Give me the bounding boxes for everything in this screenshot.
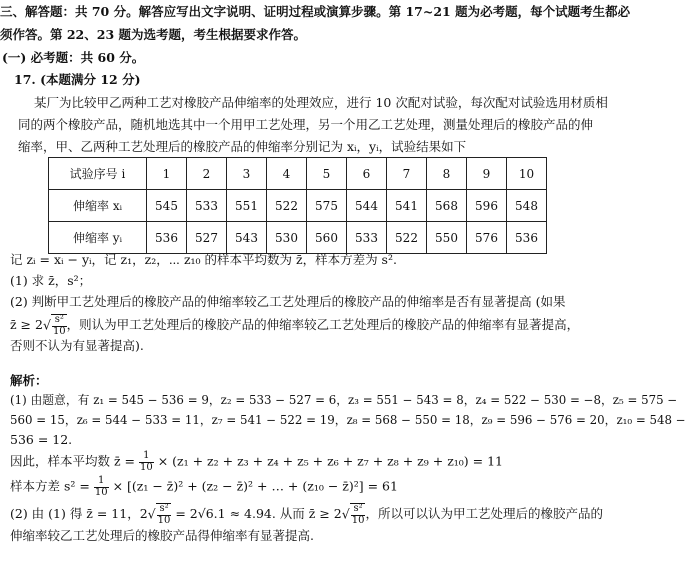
table-cell: 533 xyxy=(187,190,227,222)
sqrt-icon: √ xyxy=(147,506,156,522)
problem-intro-line1: 某厂为比较甲乙两种工艺对橡胶产品伸缩率的处理效应，进行 10 次配对试验，每次配对试验选用材质相 xyxy=(34,95,608,110)
table-cell: 527 xyxy=(187,222,227,254)
solution-line3: 536 = 12. xyxy=(10,432,73,447)
fraction xyxy=(94,476,109,498)
fraction-numerator: s² xyxy=(157,504,172,516)
fraction-numerator: s² xyxy=(52,315,67,327)
table-row xyxy=(49,190,547,222)
table-cell: 1 xyxy=(147,158,187,190)
table-cell: 543 xyxy=(227,222,267,254)
table-cell: 6 xyxy=(347,158,387,190)
table-header-cell: 伸缩率 xᵢ xyxy=(49,190,147,222)
sqrt-expression xyxy=(148,503,172,526)
table-header-cell: 试验序号 i xyxy=(49,158,147,190)
table-cell: 545 xyxy=(147,190,187,222)
table-cell: 530 xyxy=(267,222,307,254)
mean-prefix: 因此，样本平均数 z̄ = xyxy=(10,453,136,469)
problem-intro-line2: 同的两个橡胶产品，随机地选其中一个用甲工艺处理，另一个用乙工艺处理，测量处理后的橡胶产品的伸 xyxy=(18,117,594,132)
solution-part2-line1 xyxy=(10,503,603,526)
table-cell: 536 xyxy=(147,222,187,254)
fraction-denominator: 10 xyxy=(351,514,365,526)
table-cell: 8 xyxy=(427,158,467,190)
fraction xyxy=(139,451,154,473)
table-cell: 522 xyxy=(387,222,427,254)
table-header-cell: 伸缩率 yᵢ xyxy=(49,222,147,254)
sqrt-expression xyxy=(43,314,67,337)
table-cell: 548 xyxy=(507,190,547,222)
fraction xyxy=(157,504,172,526)
subsection-heading: (一) 必考题：共 60 分。 xyxy=(2,50,145,65)
fraction-denominator: 10 xyxy=(94,486,108,498)
table-cell: 551 xyxy=(227,190,267,222)
condition-prefix: z̄ ≥ 2 xyxy=(10,317,43,332)
question-1: (1) 求 z̄，s²； xyxy=(10,273,92,288)
problem-title: 17. (本题满分 12 分) xyxy=(14,72,141,87)
question-2-line1: (2) 判断甲工艺处理后的橡胶产品的伸缩率较乙工艺处理后的橡胶产品的伸缩率是否有显著提高 (如果 xyxy=(10,294,566,309)
sample-mean-line xyxy=(10,451,503,473)
section-heading-line1: 三、解答题：共 70 分。解答应写出文字说明、证明过程或演算步骤。第 17~21 题为必考题，每个试题考生都必 xyxy=(0,4,631,19)
results-table xyxy=(48,157,547,254)
table-cell: 522 xyxy=(267,190,307,222)
part2-rest: ，所以可以认为甲工艺处理后的橡胶产品的 xyxy=(365,506,603,521)
condition-rest: ，则认为甲工艺处理后的橡胶产品的伸缩率较乙工艺处理后的橡胶产品的伸缩率有显著提高， xyxy=(66,317,580,332)
definition-line: 记 zᵢ = xᵢ − yᵢ，记 z₁，z₂，⋯ z₁₀ 的样本平均数为 z̄，样本方差为 s². xyxy=(10,252,397,267)
fraction-denominator: 10 xyxy=(157,514,171,526)
fraction-denominator: 10 xyxy=(140,461,153,473)
part2-prefix: (2) 由 (1) 得 z̄ = 11，2 xyxy=(10,506,148,521)
table-cell: 550 xyxy=(427,222,467,254)
table-cell: 575 xyxy=(307,190,347,222)
fraction-numerator: 1 xyxy=(94,476,109,488)
sqrt-icon: √ xyxy=(42,317,51,333)
table-cell: 568 xyxy=(427,190,467,222)
table-cell: 2 xyxy=(187,158,227,190)
table-row xyxy=(49,222,547,254)
solution-line1: (1) 由题意，有 z₁ = 545 − 536 = 9，z₂ = 533 − 527 = 6，z₃ = 551 − 543 = 8，z₄ = 522 − 530 = −8，z₅ = 575 − xyxy=(10,393,678,407)
problem-intro-line3: 缩率，甲、乙两种工艺处理后的橡胶产品的伸缩率分别记为 xᵢ，yᵢ，试验结果如下 xyxy=(18,139,467,154)
table-cell: 5 xyxy=(307,158,347,190)
table-cell: 576 xyxy=(467,222,507,254)
variance-rest: × [(z₁ − z̄)² + (z₂ − z̄)² + … + (z₁₀ − z̄)²] = 61 xyxy=(112,478,398,494)
question-2-line3: 否则不认为有显著提高). xyxy=(10,338,144,353)
sqrt-expression xyxy=(342,503,366,526)
fraction-denominator: 10 xyxy=(52,325,66,337)
table-cell: 560 xyxy=(307,222,347,254)
table-cell: 596 xyxy=(467,190,507,222)
fraction-numerator: 1 xyxy=(139,451,154,463)
question-2-line2 xyxy=(10,314,579,337)
table-cell: 10 xyxy=(507,158,547,190)
section-heading-line2: 须作答。第 22、23 题为选考题，考生根据要求作答。 xyxy=(0,27,306,42)
table-cell: 9 xyxy=(467,158,507,190)
fraction xyxy=(351,504,366,526)
variance-prefix: 样本方差 s² = xyxy=(10,478,90,494)
table-cell: 544 xyxy=(347,190,387,222)
solution-label: 解析： xyxy=(10,373,48,388)
table-cell: 7 xyxy=(387,158,427,190)
solution-line2: 560 = 15，z₆ = 544 − 533 = 11，z₇ = 541 − 522 = 19，z₈ = 568 − 550 = 18，z₉ = 596 − 576 = 20，z₁₀ = 548 − xyxy=(10,413,686,427)
fraction-numerator: s² xyxy=(351,504,366,516)
table-cell: 3 xyxy=(227,158,267,190)
table-cell: 536 xyxy=(507,222,547,254)
part2-mid: = 2√6.1 ≈ 4.94. 从而 z̄ ≥ 2 xyxy=(175,506,342,521)
table-cell: 533 xyxy=(347,222,387,254)
mean-rest: × (z₁ + z₂ + z₃ + z₄ + z₅ + z₆ + z₇ + z₈ + z₉ + z₁₀) = 11 xyxy=(157,453,504,469)
table-cell: 541 xyxy=(387,190,427,222)
sqrt-icon: √ xyxy=(341,506,350,522)
table-cell: 4 xyxy=(267,158,307,190)
table-row xyxy=(49,158,547,190)
solution-part2-line2: 伸缩率较乙工艺处理后的橡胶产品得伸缩率有显著提高. xyxy=(10,528,314,543)
sample-variance-line xyxy=(10,476,398,498)
fraction xyxy=(52,315,67,337)
